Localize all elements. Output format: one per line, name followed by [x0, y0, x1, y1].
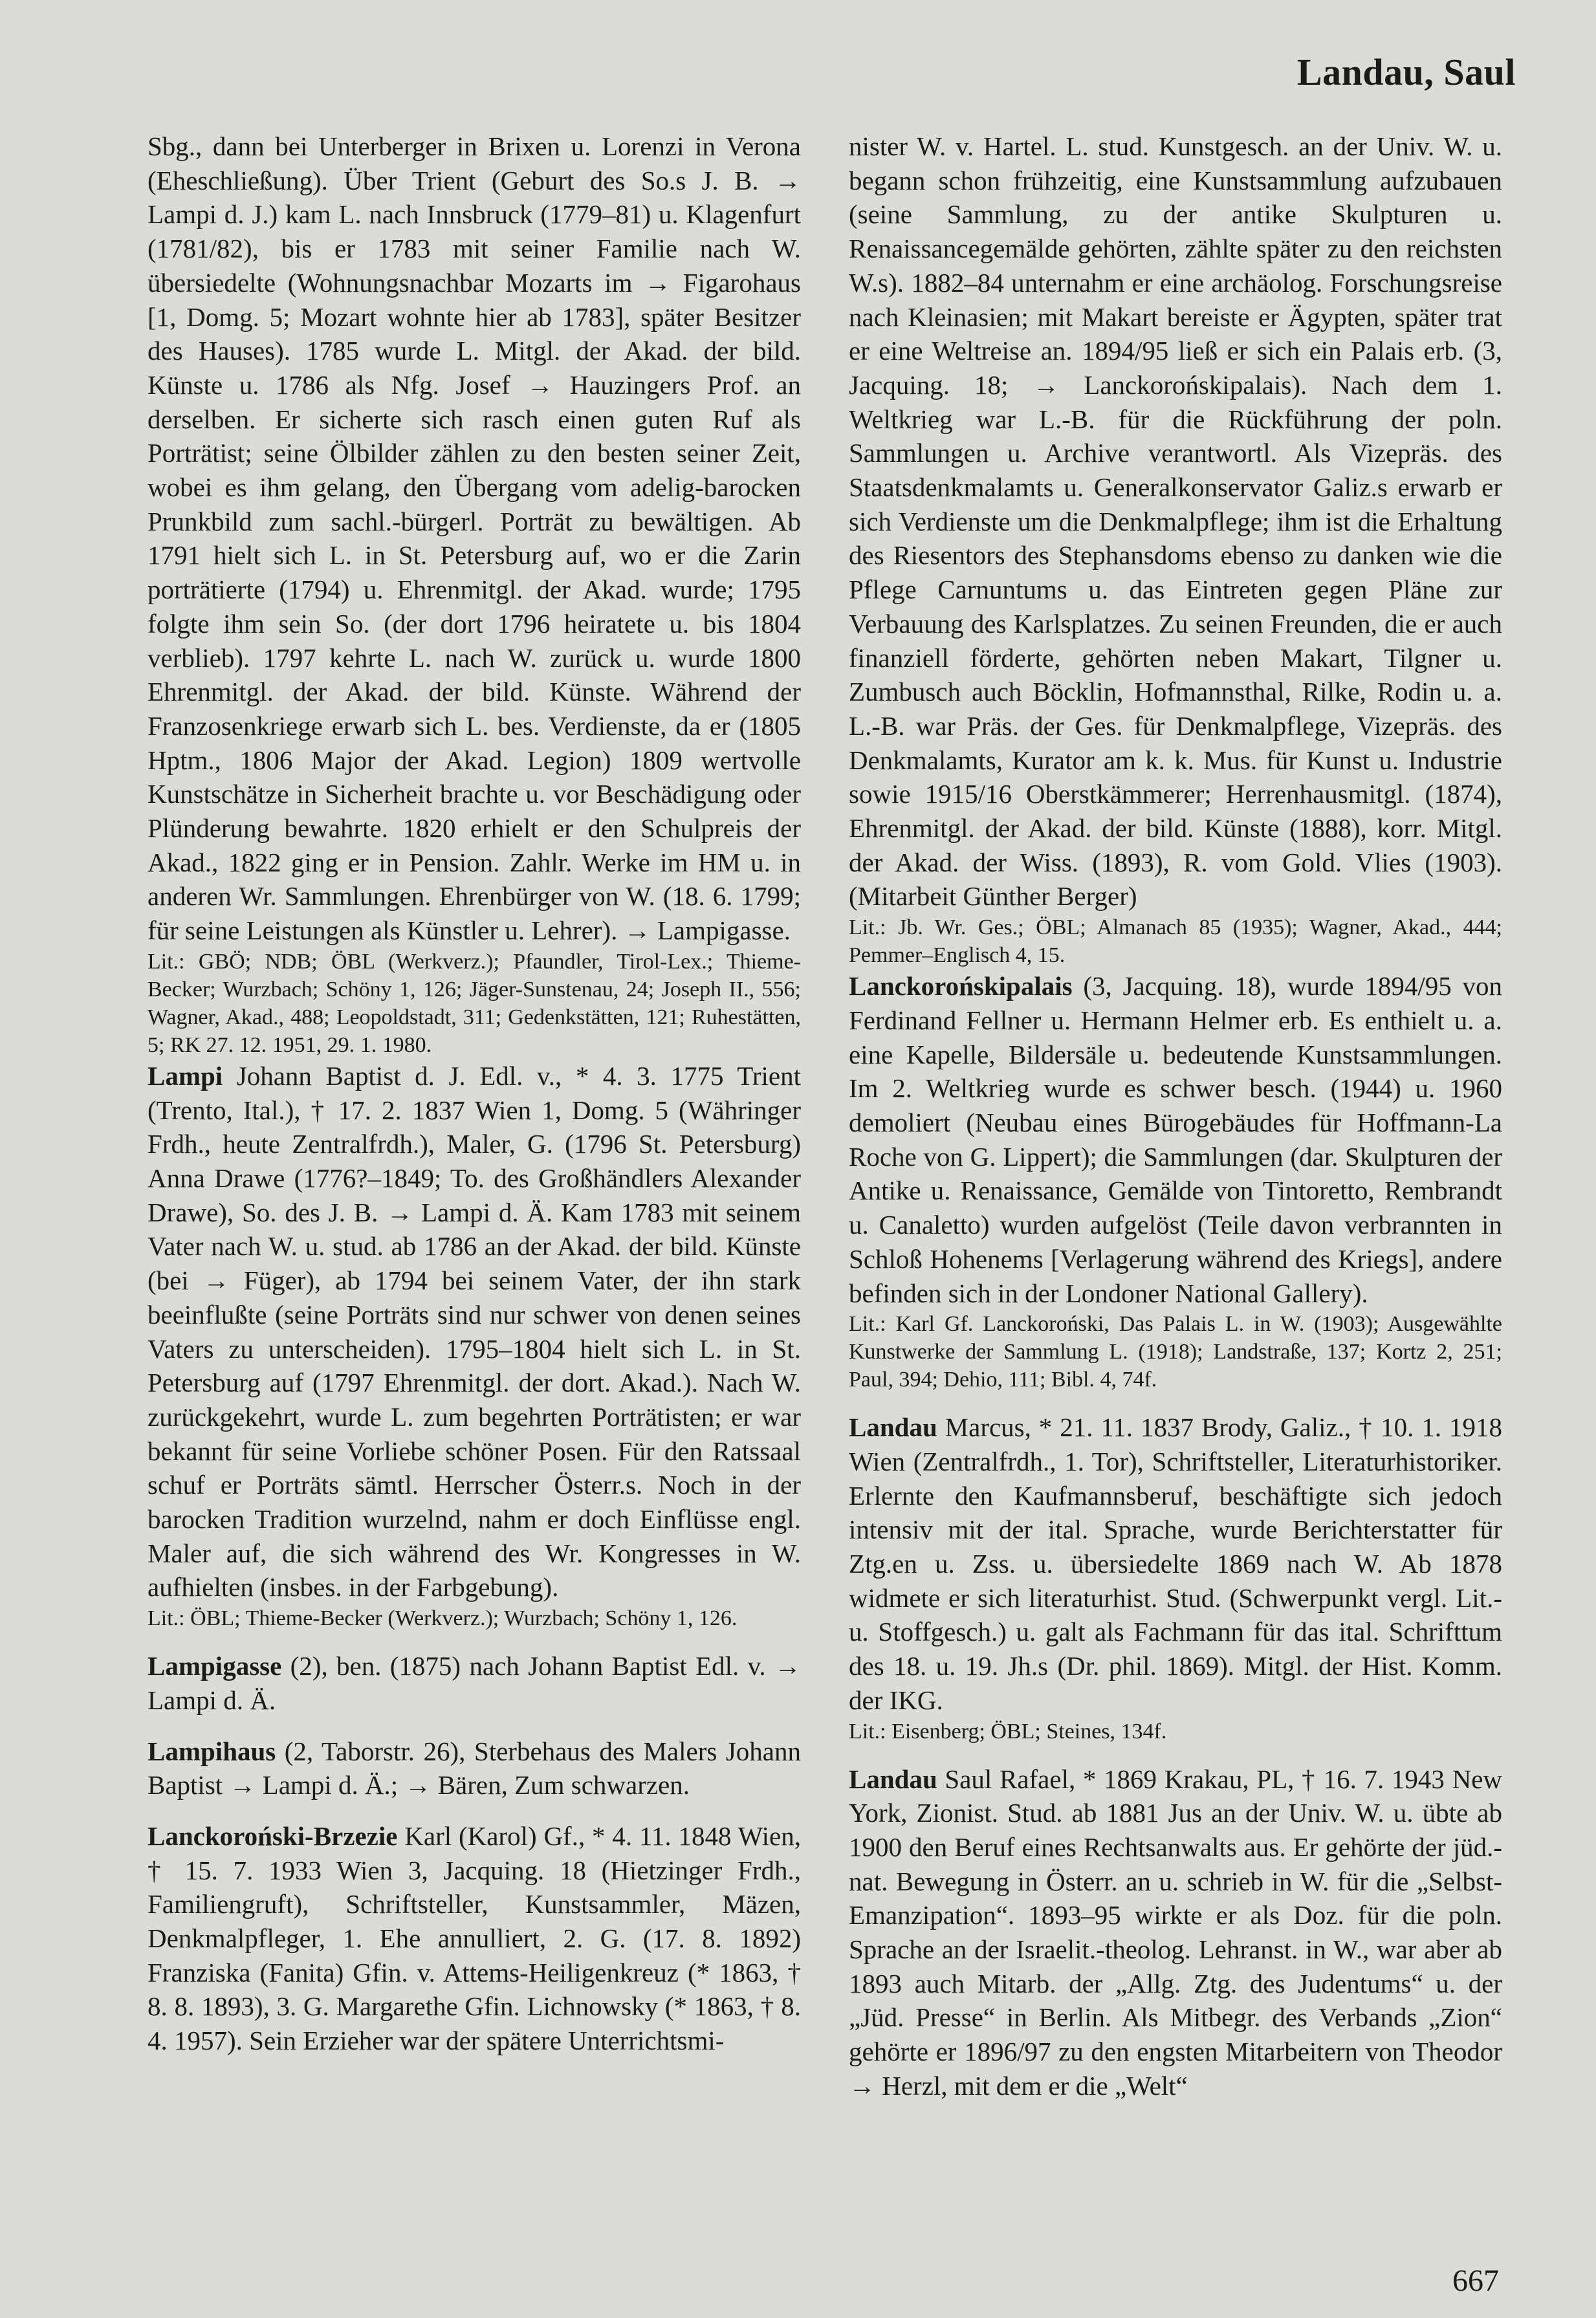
continuation-text: Sbg., dann bei Unterberger in Brixen u. Lorenzi in Verona (Eheschließung). Über Trient (Geburt des So.s J. B. → Lampi d. J.) kam L. nach Innsbruck (1779–81) u. Klagenfurt (1781/82), bis er 1783 mit seiner Familie nach W. übersiedelte (Wohnungsnachbar Mozarts im → Figarohaus [1, Domg. 5; Mozart wohnte hier ab 1783], später Besitzer des Hauses). 1785 wurde L. Mitgl. der Akad. der bild. Künste u. 1786 als Nfg. Josef → Hauzingers Prof. an derselben. Er sicherte sich rasch einen guten Ruf als Porträtist; seine Ölbilder zählen zu den besten seiner Zeit, wobei es ihm gelang, den Übergang vom adelig-barocken Prunkbild zum sachl.-bürgerl. Porträt zu bewältigen. Ab 1791 hielt sich L. in St. Petersburg auf, wo er die Zarin porträtierte (1794) u. Ehrenmitgl. der Akad. wurde; 1795 folgte ihm sein So. (der dort 1796 heiratete u. bis 1804 verblieb). 1797 kehrte L. nach W. zurück u. wurde 1800 Ehrenmitgl. der Akad. der bild. Künste. Während der Franzosenkriege erwarb sich L. bes. Verdienste, da er (1805 Hptm., 1806 Major der Akad. Legion) 1809 wertvolle Kunstschätze in Sicherheit brachte u. vor Beschädigung oder Plünderung bewahrte. 1820 erhielt er den Schulpreis der Akad., 1822 ging er in Pension. Zahlr. Werke im HM u. in anderen Wr. Sammlungen. Ehrenbürger von W. (18. 6. 1799; für seine Leistungen als Künstler u. Lehrer). → Lampigasse.: [148, 131, 801, 946]
entry-text: (2, Taborstr. 26), Sterbehaus des Malers Johann Baptist → Lampi d. Ä.; → Bären, Zum schwarzen.: [148, 1736, 801, 1800]
literature-note: Lit.: Jb. Wr. Ges.; ÖBL; Almanach 85 (1935); Wagner, Akad., 444; Pemmer–Englisch 4, 15.: [849, 915, 1502, 968]
entry-headword: Landau: [849, 1412, 937, 1443]
entry-lanckoronskipalais: [849, 969, 1502, 1394]
entry-headword: Lampihaus: [148, 1736, 276, 1766]
entry-text: (2), ben. (1875) nach Johann Baptist Edl. v. → Lampi d. Ä.: [148, 1651, 801, 1715]
literature-note: Lit.: Eisenberg; ÖBL; Steines, 134f.: [849, 1719, 1167, 1744]
entry-lanckoronski-brzezie: [148, 1819, 801, 2058]
entry-text: Saul Rafael, * 1869 Krakau, PL, † 16. 7. 1943 New York, Zionist. Stud. ab 1881 Jus an der Univ. W. u. übte ab 1900 den Beruf eines Rechtsanwalts aus. Er gehörte der jüd.-nat. Bewegung in Österr. an u. schrieb in W. für die „Selbst-Emanzipation“. 1893–95 wirkte er als Doz. für die poln. Sprache an der Israelit.-theolog. Lehranst. in W., war aber ab 1893 auch Mitarb. der „Allg. Ztg. des Judentums“ u. der „Jüd. Presse“ in Berlin. Als Mitbegr. des Verbands „Zion“ gehörte er 1896/97 zu den engsten Mitarbeitern von Theodor → Herzl, mit dem er die „Welt“: [849, 1764, 1502, 2101]
left-column: [148, 129, 801, 2075]
entry-headword: Lampi: [148, 1060, 223, 1091]
entry-lampi-jr: [148, 1059, 801, 1632]
running-head: Landau, Saul: [1296, 51, 1516, 93]
literature-note: Lit.: GBÖ; NDB; ÖBL (Werkverz.); Pfaundler, Tirol-Lex.; Thieme-Becker; Wurzbach; Schöny 1, 126; Jäger-Sunstenau, 24; Joseph II., 556; Wagner, Akad., 488; Leopoldstadt, 311; Gedenkstätten, 121; Ruhestätten, 5; RK 27. 12. 1951, 29. 1. 1980.: [148, 949, 801, 1057]
entry-lampigasse: [148, 1649, 801, 1717]
entry-landau-marcus: [849, 1410, 1502, 1745]
literature-note: Lit.: ÖBL; Thieme-Becker (Werkverz.); Wurzbach; Schöny 1, 126.: [148, 1606, 738, 1631]
entry-text: Marcus, * 21. 11. 1837 Brody, Galiz., † 10. 1. 1918 Wien (Zentralfrdh., 1. Tor), Schriftsteller, Literaturhistoriker. Erlernte den Kaufmannsberuf, beschäftigte sich jedoch intensiv mit der ital. Sprache, wurde Berichterstatter für Ztg.en u. Zss. u. übersiedelte 1869 nach W. Ab 1878 widmete er sich literaturhist. Stud. (Schwerpunkt vergl. Lit.- u. Stoffgesch.) u. galt als Fachmann für das ital. Schrifttum des 18. u. 19. Jh.s (Dr. phil. 1869). Mitgl. der Hist. Komm. der IKG.: [849, 1412, 1502, 1715]
entry-headword: Lanckorońskipalais: [849, 971, 1073, 1001]
entry-text: (3, Jacquing. 18), wurde 1894/95 von Ferdinand Fellner u. Hermann Helmer erb. Es enthielt u. a. eine Kapelle, Bildersäle u. bedeutende Kunstsammlungen. Im 2. Weltkrieg wurde es schwer besch. (1944) u. 1960 demoliert (Neubau eines Bürogebäudes für Hoffmann-La Roche von G. Lippert); die Sammlungen (dar. Skulpturen der Antike u. Renaissance, Gemälde von Tintoretto, Rembrandt u. Canaletto) wurden aufgelöst (Teile davon verbrannten in Schloß Hohenems [Verlagerung während des Kriegs], andere befinden sich in der Londoner National Gallery).: [849, 971, 1502, 1308]
entry-text: Johann Baptist d. J. Edl. v., * 4. 3. 1775 Trient (Trento, Ital.), † 17. 2. 1837 Wien 1, Domg. 5 (Währinger Frdh., heute Zentralfrdh.), Maler, G. (1796 St. Petersburg) Anna Drawe (1776?–1849; To. des Großhändlers Alexander Drawe), So. des J. B. → Lampi d. Ä. Kam 1783 mit seinem Vater nach W. u. stud. ab 1786 an der Akad. der bild. Künste (bei → Füger), ab 1794 bei seinem Vater, der ihn stark beeinflußte (seine Porträts sind nur schwer von denen seines Vaters zu unterscheiden). 1795–1804 hielt sich L. in St. Petersburg auf (1797 Ehrenmitgl. der dort. Akad.). Nach W. zurückgekehrt, wurde L. zum begehrten Porträtisten; er war bekannt für seine Vorliebe schöner Posen. Für den Ratssaal schuf er Porträts sämtl. Herrscher Österr.s. Noch in der barocken Tradition wurzelnd, nahm er doch Einflüsse engl. Maler auf, die sich während des Wr. Kongresses in W. aufhielten (insbes. in der Farbgebung).: [148, 1060, 801, 1602]
entry-text: Karl (Karol) Gf., * 4. 11. 1848 Wien, † 15. 7. 1933 Wien 3, Jacquing. 18 (Hietzinger Frdh., Familiengruft), Schriftsteller, Kunstsammler, Mäzen, Denkmalpfleger, 1. Ehe annulliert, 2. G. (17. 8. 1892) Franziska (Fanita) Gfin. v. Attems-Heiligenkreuz (* 1863, † 8. 8. 1893), 3. G. Margarethe Gfin. Lichnowsky (* 1863, † 8. 4. 1957). Sein Erzieher war der spätere Unterrichtsmi-: [148, 1821, 801, 2056]
literature-note: Lit.: Karl Gf. Lanckoroński, Das Palais L. in W. (1903); Ausgewählte Kunstwerke der Sammlung L. (1918); Landstraße, 137; Kortz 2, 251; Paul, 394; Dehio, 111; Bibl. 4, 74f.: [849, 1312, 1502, 1392]
entry-lampihaus: [148, 1734, 801, 1802]
right-column: [849, 129, 1502, 2120]
continuation-text: nister W. v. Hartel. L. stud. Kunstgesch. an der Univ. W. u. begann schon frühzeitig, eine Kunstsammlung aufzubauen (seine Sammlung, zu der antike Skulpturen u. Renaissancegemälde gehörten, zählte später zu den reichsten W.s). 1882–84 unternahm er eine archäolog. Forschungsreise nach Kleinasien; mit Makart bereiste er Ägypten, später trat er eine Weltreise an. 1894/95 ließ er sich ein Palais erb. (3, Jacquing. 18; → Lanckorońskipalais). Nach dem 1. Weltkrieg war L.-B. für die Rückführung der poln. Sammlungen u. Archive verantwortl. Als Vizepräs. des Staatsdenkmalamts u. Generalkonservator Galiz.s erwarb er sich Verdienste um die Denkmalpflege; ihm ist die Erhaltung des Riesentors des Stephansdoms ebenso zu danken wie die Pflege Carnuntums u. das Eintreten gegen Pläne zur Verbauung des Karlsplatzes. Zu seinen Freunden, die er auch finanziell förderte, gehörten neben Makart, Tilgner u. Zumbusch auch Böcklin, Hofmannsthal, Rilke, Rodin u. a. L.-B. war Präs. der Ges. für Denkmalpflege, Vizepräs. des Denkmalamts, Kurator am k. k. Mus. für Kunst u. Industrie sowie 1915/16 Oberstkämmerer; Herrenhausmitgl. (1874), Ehrenmitgl. der Akad. der bild. Künste (1888), korr. Mitgl. der Akad. der Wiss. (1893), R. vom Gold. Vlies (1903). (Mitarbeit Günther Berger): [849, 131, 1502, 912]
entry-headword: Lanckoroński-Brzezie: [148, 1821, 398, 1851]
page-number: 667: [1452, 2264, 1499, 2298]
entry-headword: Landau: [849, 1764, 937, 1794]
entry-headword: Lampigasse: [148, 1651, 282, 1681]
entry-landau-saul: [849, 1762, 1502, 2103]
